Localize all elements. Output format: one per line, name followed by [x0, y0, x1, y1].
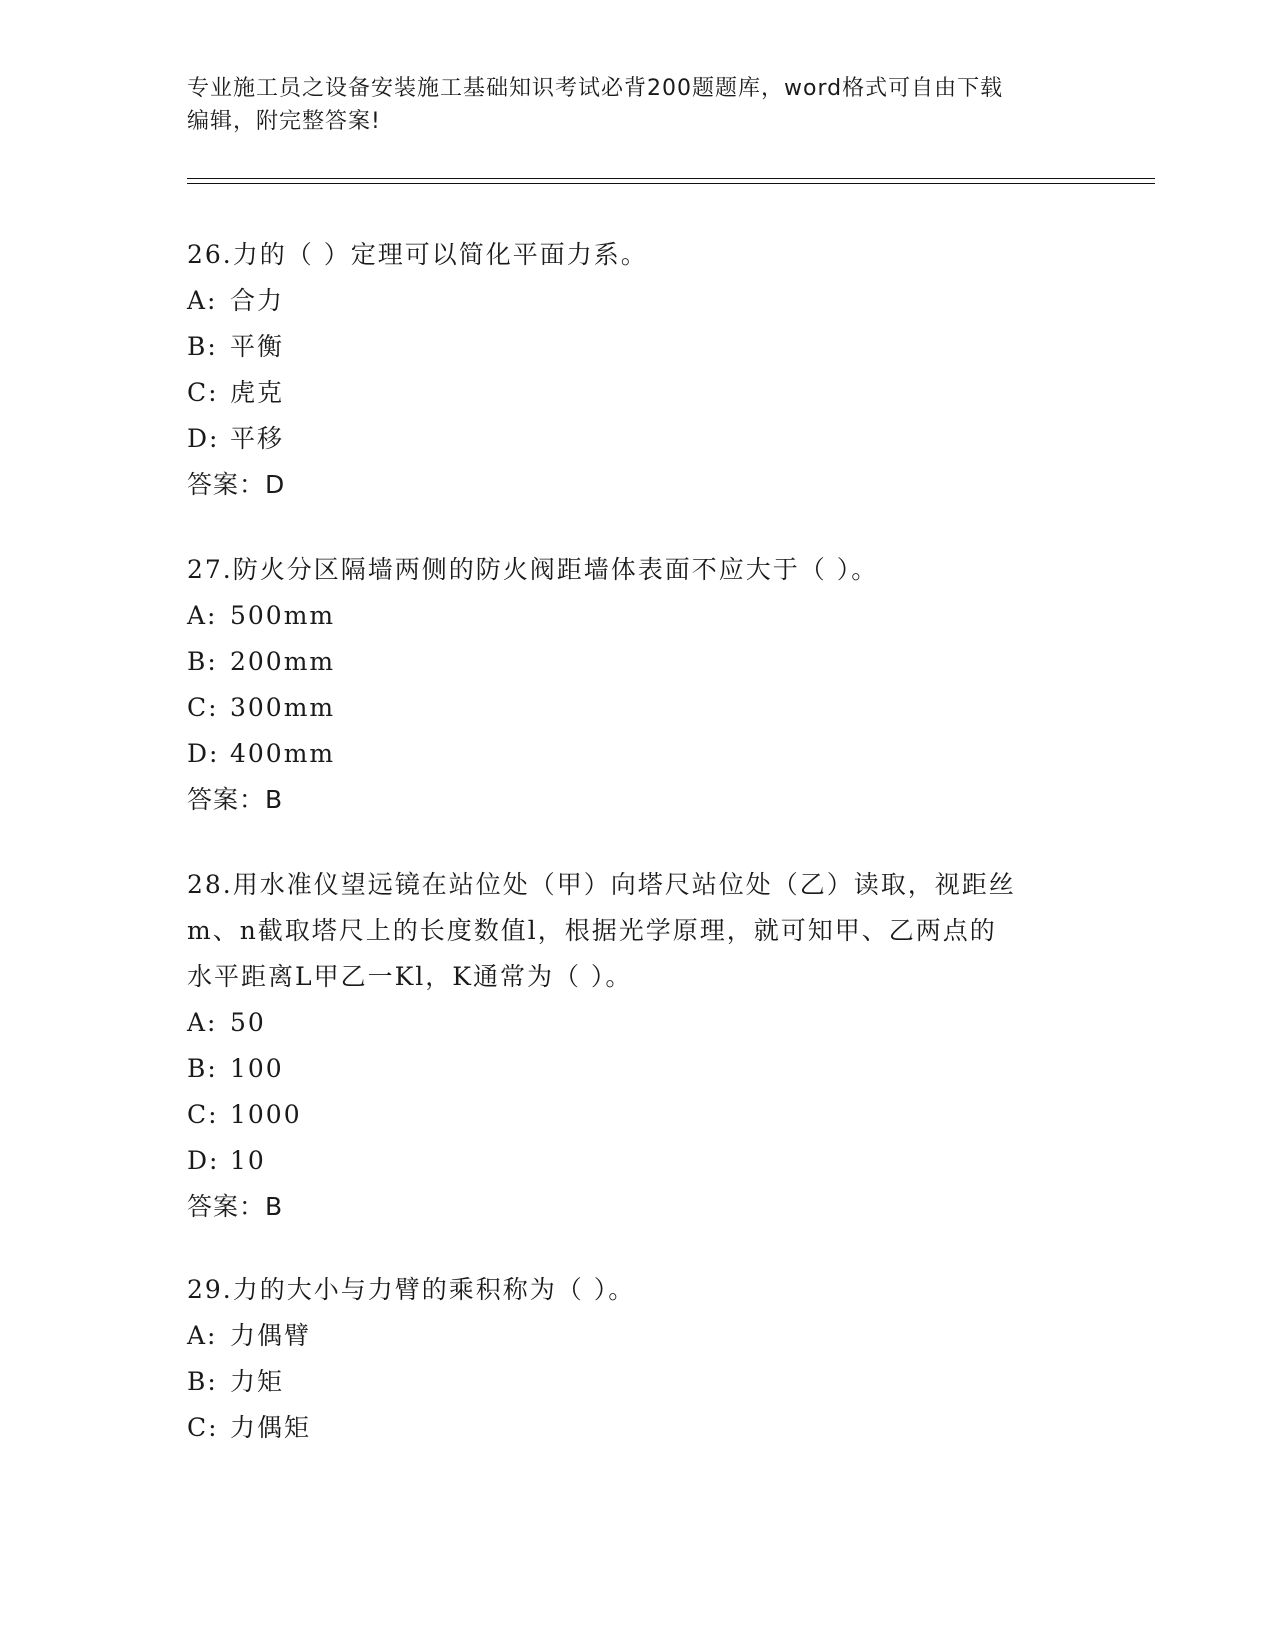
question-26	[187, 232, 1087, 508]
header-line-1: 专业施工员之设备安装施工基础知识考试必背200题题库，word格式可自由下载	[187, 76, 1004, 101]
option-a: A: 500mm	[187, 601, 336, 630]
question-stem-line-1: 28.用水准仪望远镜在站位处（甲）向塔尺站位处（乙）读取，视距丝	[187, 870, 1016, 899]
option-a: A: 合力	[187, 286, 285, 315]
answer: 答案：D	[187, 470, 286, 499]
option-c: C: 虎克	[187, 378, 285, 407]
question-29	[187, 1267, 1087, 1451]
question-stem: 27.防火分区隔墙两侧的防火阀距墙体表面不应大于（ ）。	[187, 555, 879, 584]
header-line-2: 编辑，附完整答案!	[187, 109, 381, 134]
option-c: C: 力偶矩	[187, 1413, 312, 1442]
header-divider-bottom	[187, 183, 1155, 184]
question-stem: 29.力的大小与力臂的乘积称为（ ）。	[187, 1275, 636, 1304]
document-header	[187, 72, 1087, 138]
option-b: B: 200mm	[187, 647, 336, 676]
question-28	[187, 862, 1087, 1230]
question-stem: 26.力的（ ）定理可以简化平面力系。	[187, 240, 648, 269]
question-27	[187, 547, 1087, 823]
answer: 答案：B	[187, 785, 284, 814]
question-stem-line-2: m、n截取塔尺上的长度数值l，根据光学原理，就可知甲、乙两点的	[187, 916, 997, 945]
option-b: B: 100	[187, 1054, 284, 1083]
option-d: D: 平移	[187, 424, 285, 453]
option-b: B: 平衡	[187, 332, 285, 361]
option-a: A: 50	[187, 1008, 266, 1037]
option-c: C: 1000	[187, 1100, 302, 1129]
header-divider-top	[187, 178, 1155, 179]
option-b: B: 力矩	[187, 1367, 285, 1396]
option-c: C: 300mm	[187, 693, 336, 722]
option-d: D: 10	[187, 1146, 266, 1175]
option-d: D: 400mm	[187, 739, 336, 768]
answer: 答案：B	[187, 1192, 284, 1221]
option-a: A: 力偶臂	[187, 1321, 312, 1350]
question-stem-line-3: 水平距离L甲乙一Kl，K通常为（ ）。	[187, 962, 633, 991]
